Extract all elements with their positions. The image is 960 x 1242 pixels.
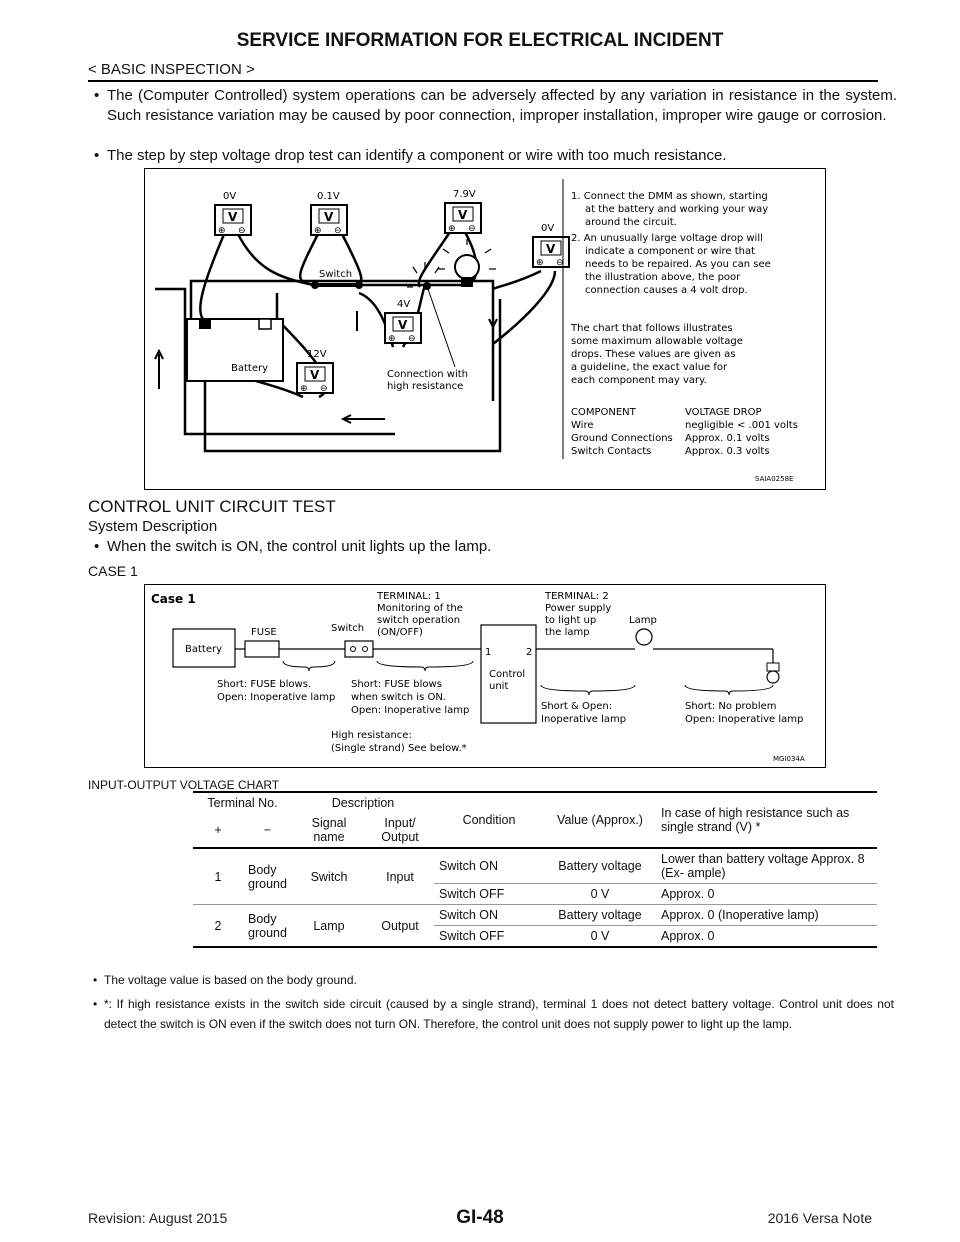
terminal-2-text (544, 591, 611, 638)
fuse-label: FUSE (251, 627, 277, 638)
breadcrumb: < BASIC INSPECTION > (88, 61, 255, 78)
svg-text:Inoperative lamp: Inoperative lamp (541, 714, 627, 725)
svg-text:COMPONENT: COMPONENT (571, 407, 636, 418)
cell-high: Approx. 0 (656, 926, 877, 948)
intro-bullet-1-text: The (Computer Controlled) system operations can be adversely affected by any variation in resistance in the system. Such resistance variation may be caused by poor connection, improper installation, improper wire gauge or corrosion. (107, 87, 897, 124)
svg-text:V: V (458, 208, 468, 222)
svg-text:(Single strand) See below.*: (Single strand) See below.* (331, 743, 467, 754)
svg-text:the illustration above, the po: the illustration above, the poor (585, 272, 741, 283)
cell-high: Approx. 0 (656, 884, 877, 905)
figure1-code: SAIA0258E (755, 475, 794, 483)
th-description: Description (292, 792, 434, 813)
note-2-text: *: If high resistance exists in the switch side circuit (caused by a single strand), terminal 1 does not detect battery voltage. Control unit does not detect the switch is ON even if the switch does not turn ON. Therefore, the control unit does not supply power to light up the lamp. (104, 997, 894, 1031)
svg-text:at the battery and working you: at the battery and working your way (585, 204, 769, 215)
meter-5 (385, 299, 421, 344)
figure2-code: MGI034A (773, 755, 805, 763)
note-1-text: The voltage value is based on the body ground. (104, 973, 357, 987)
svg-text:V: V (398, 318, 408, 332)
table-row (193, 848, 877, 884)
svg-text:⊖: ⊖ (556, 258, 564, 268)
lamp-label: Lamp (629, 615, 657, 626)
svg-text:Short & Open:: Short & Open: (541, 701, 613, 712)
th-io: Input/ Output (366, 813, 434, 848)
svg-text:Approx. 0.1 volts: Approx. 0.1 volts (685, 433, 770, 444)
cell-io: Input (386, 869, 414, 884)
svg-text:switch operation: switch operation (377, 615, 461, 626)
control-unit-circuit-diagram (144, 584, 826, 768)
svg-text:each component may vary.: each component may vary. (571, 375, 707, 386)
svg-text:Monitoring of the: Monitoring of the (377, 603, 463, 614)
svg-text:when switch is ON.: when switch is ON. (351, 692, 446, 703)
control-unit-label-1: Control (489, 669, 526, 680)
fuse-note (217, 679, 335, 703)
cell-condition: Switch ON (439, 859, 499, 873)
table-row (193, 905, 877, 926)
model-name: 2016 Versa Note (767, 1210, 872, 1226)
header-row-1 (193, 792, 877, 813)
svg-text:indicate a component or wire t: indicate a component or wire that (585, 246, 756, 257)
svg-text:1. Connect the DMM as shown, s: 1. Connect the DMM as shown, starting (571, 191, 768, 202)
th-signal: Signal name (292, 813, 366, 848)
cell-value: Battery voltage (558, 859, 642, 873)
svg-text:0.1V: 0.1V (317, 191, 340, 202)
svg-text:⊖: ⊖ (468, 224, 476, 234)
svg-text:Switch Contacts: Switch Contacts (571, 446, 652, 457)
svg-text:⊖: ⊖ (238, 226, 246, 236)
svg-text:⊕: ⊕ (218, 226, 226, 236)
svg-text:⊕: ⊕ (314, 226, 322, 236)
control-unit-label-2: unit (489, 681, 509, 692)
cell-condition: Switch ON (434, 905, 544, 926)
svg-text:2. An unusually large voltage: 2. An unusually large voltage drop will (571, 233, 763, 244)
svg-text:Approx. 0.3 volts: Approx. 0.3 volts (685, 446, 770, 457)
voltage-chart-table (193, 791, 877, 948)
intro-bullet-2: • The step by step voltage drop test can identify a component or wire with too much resistance. (94, 147, 727, 164)
svg-text:The chart that follows illustr: The chart that follows illustrates (571, 323, 733, 334)
switch-note (351, 679, 469, 716)
svg-text:a guideline, the exact value f: a guideline, the exact value for (571, 362, 728, 373)
cell-terminal: 1 (214, 869, 222, 884)
intro-bullet-1: • The (Computer Controlled) system operations can be adversely affected by any variation in resistance in the system. Such resistance variation may be caused by poor connection, improper installation, improper wire gauge or corrosion. (94, 87, 897, 124)
svg-text:TERMINAL: 2: TERMINAL: 2 (545, 591, 609, 602)
meter-4 (533, 223, 569, 268)
cell-ground: Body ground (243, 905, 292, 948)
svg-text:drops. These values are given: drops. These values are given as (571, 349, 736, 360)
th-plus: + (193, 813, 243, 848)
meter-1 (215, 191, 251, 236)
section-bullet: • When the switch is ON, the control unit lights up the lamp. (94, 538, 492, 555)
switch-label: Switch (319, 269, 353, 280)
note-2: • *: If high resistance exists in the switch side circuit (caused by a single strand), terminal 1 does not detect battery voltage. Control unit does not detect the switch is ON even if the switch does not turn ON. Therefore, the control unit does not supply power to light up the lamp. (93, 997, 894, 1031)
svg-text:Short: FUSE blows: Short: FUSE blows (351, 679, 442, 690)
chart-title: INPUT-OUTPUT VOLTAGE CHART (88, 778, 280, 792)
svg-text:V: V (546, 242, 556, 256)
cell-ground: Body ground (248, 862, 287, 891)
meter-2 (311, 191, 347, 236)
connection-label-2: high resistance (387, 381, 464, 392)
pin-2: 2 (526, 647, 533, 658)
svg-text:⊕: ⊕ (300, 384, 308, 394)
svg-text:⊕: ⊕ (388, 334, 396, 344)
svg-text:Wire: Wire (571, 420, 594, 431)
svg-text:0V: 0V (541, 223, 555, 234)
svg-text:12V: 12V (307, 349, 327, 360)
instructions (570, 191, 771, 386)
voltage-drop-table (571, 407, 798, 457)
case-1-label: Case 1 (151, 592, 196, 606)
case-label: CASE 1 (88, 563, 138, 579)
svg-text:0V: 0V (223, 191, 237, 202)
section-subheading: System Description (88, 518, 218, 535)
cell-high: Approx. 0 (Inoperative lamp) (656, 905, 877, 926)
revision-date: Revision: August 2015 (88, 1210, 228, 1226)
meter-3 (445, 189, 481, 234)
th-minus: − (243, 813, 292, 848)
svg-text:(ON/OFF): (ON/OFF) (377, 627, 423, 638)
intro-bullet-2-text: The step by step voltage drop test can identify a component or wire with too much resistance. (107, 147, 727, 164)
battery-box-label: Battery (185, 644, 223, 655)
svg-text:Open: Inoperative lamp: Open: Inoperative lamp (685, 714, 804, 725)
high-resistance-note (331, 730, 467, 754)
svg-text:Short: FUSE blows.: Short: FUSE blows. (217, 679, 312, 690)
output-note (541, 701, 626, 725)
voltage-drop-test-diagram (144, 168, 826, 490)
meter-6 (297, 349, 333, 394)
svg-text:⊖: ⊖ (334, 226, 342, 236)
svg-text:V: V (310, 368, 320, 382)
pin-1: 1 (485, 647, 492, 658)
th-condition: Condition (434, 792, 544, 848)
svg-text:⊕: ⊕ (536, 258, 544, 268)
svg-text:Open: Inoperative lamp: Open: Inoperative lamp (351, 705, 470, 716)
svg-text:around the circuit.: around the circuit. (585, 217, 677, 228)
svg-text:⊕: ⊕ (448, 224, 456, 234)
switch-box-label: Switch (331, 623, 365, 634)
header-rule (88, 80, 878, 82)
svg-text:⊖: ⊖ (320, 384, 328, 394)
svg-text:some maximum allowable voltage: some maximum allowable voltage (571, 336, 743, 347)
svg-text:connection causes a 4 volt dro: connection causes a 4 volt drop. (585, 285, 748, 296)
svg-text:Power supply: Power supply (545, 603, 612, 614)
svg-text:V: V (228, 210, 238, 224)
cell-value: 0 V (544, 884, 656, 905)
cell-condition: Switch OFF (434, 926, 544, 948)
svg-text:7.9V: 7.9V (453, 189, 476, 200)
cell-signal: Switch (310, 869, 348, 884)
svg-text:the lamp: the lamp (545, 627, 590, 638)
battery-label: Battery (231, 363, 269, 374)
svg-text:VOLTAGE DROP: VOLTAGE DROP (685, 407, 762, 418)
svg-text:⊖: ⊖ (408, 334, 416, 344)
cell-terminal: 2 (193, 905, 243, 948)
svg-text:negligible < .001 volts: negligible < .001 volts (685, 420, 798, 431)
svg-text:4V: 4V (397, 299, 411, 310)
cell-value: Battery voltage (544, 905, 656, 926)
svg-text:TERMINAL: 1: TERMINAL: 1 (377, 591, 441, 602)
cell-signal: Lamp (292, 905, 366, 948)
svg-text:needs to be repaired. As you c: needs to be repaired. As you can see (585, 259, 771, 270)
svg-text:Open: Inoperative lamp: Open: Inoperative lamp (217, 692, 336, 703)
ground-note (685, 701, 803, 725)
cell-value: 0 V (544, 926, 656, 948)
th-value: Value (Approx.) (544, 792, 656, 848)
svg-text:to light up: to light up (545, 615, 597, 626)
section-bullet-text: When the switch is ON, the control unit lights up the lamp. (107, 538, 492, 555)
cell-condition: Switch OFF (434, 884, 544, 905)
connection-label-1: Connection with (387, 369, 468, 380)
th-high-resistance: In case of high resistance such as single strand (V) * (656, 792, 877, 848)
terminal-1-text (376, 591, 463, 638)
svg-text:High resistance:: High resistance: (331, 730, 412, 741)
th-terminal: Terminal No. (193, 792, 292, 813)
svg-text:V: V (324, 210, 334, 224)
svg-text:Ground Connections: Ground Connections (571, 433, 673, 444)
note-1: • The voltage value is based on the body ground. (93, 973, 357, 987)
svg-text:Short: No problem: Short: No problem (685, 701, 777, 712)
cell-io: Output (366, 905, 434, 948)
page-number: GI-48 (456, 1207, 504, 1228)
section-heading: CONTROL UNIT CIRCUIT TEST (88, 497, 336, 516)
page-title: SERVICE INFORMATION FOR ELECTRICAL INCIDENT (236, 30, 724, 51)
cell-high: Lower than battery voltage Approx. 8 (Ex- ample) (661, 852, 865, 880)
